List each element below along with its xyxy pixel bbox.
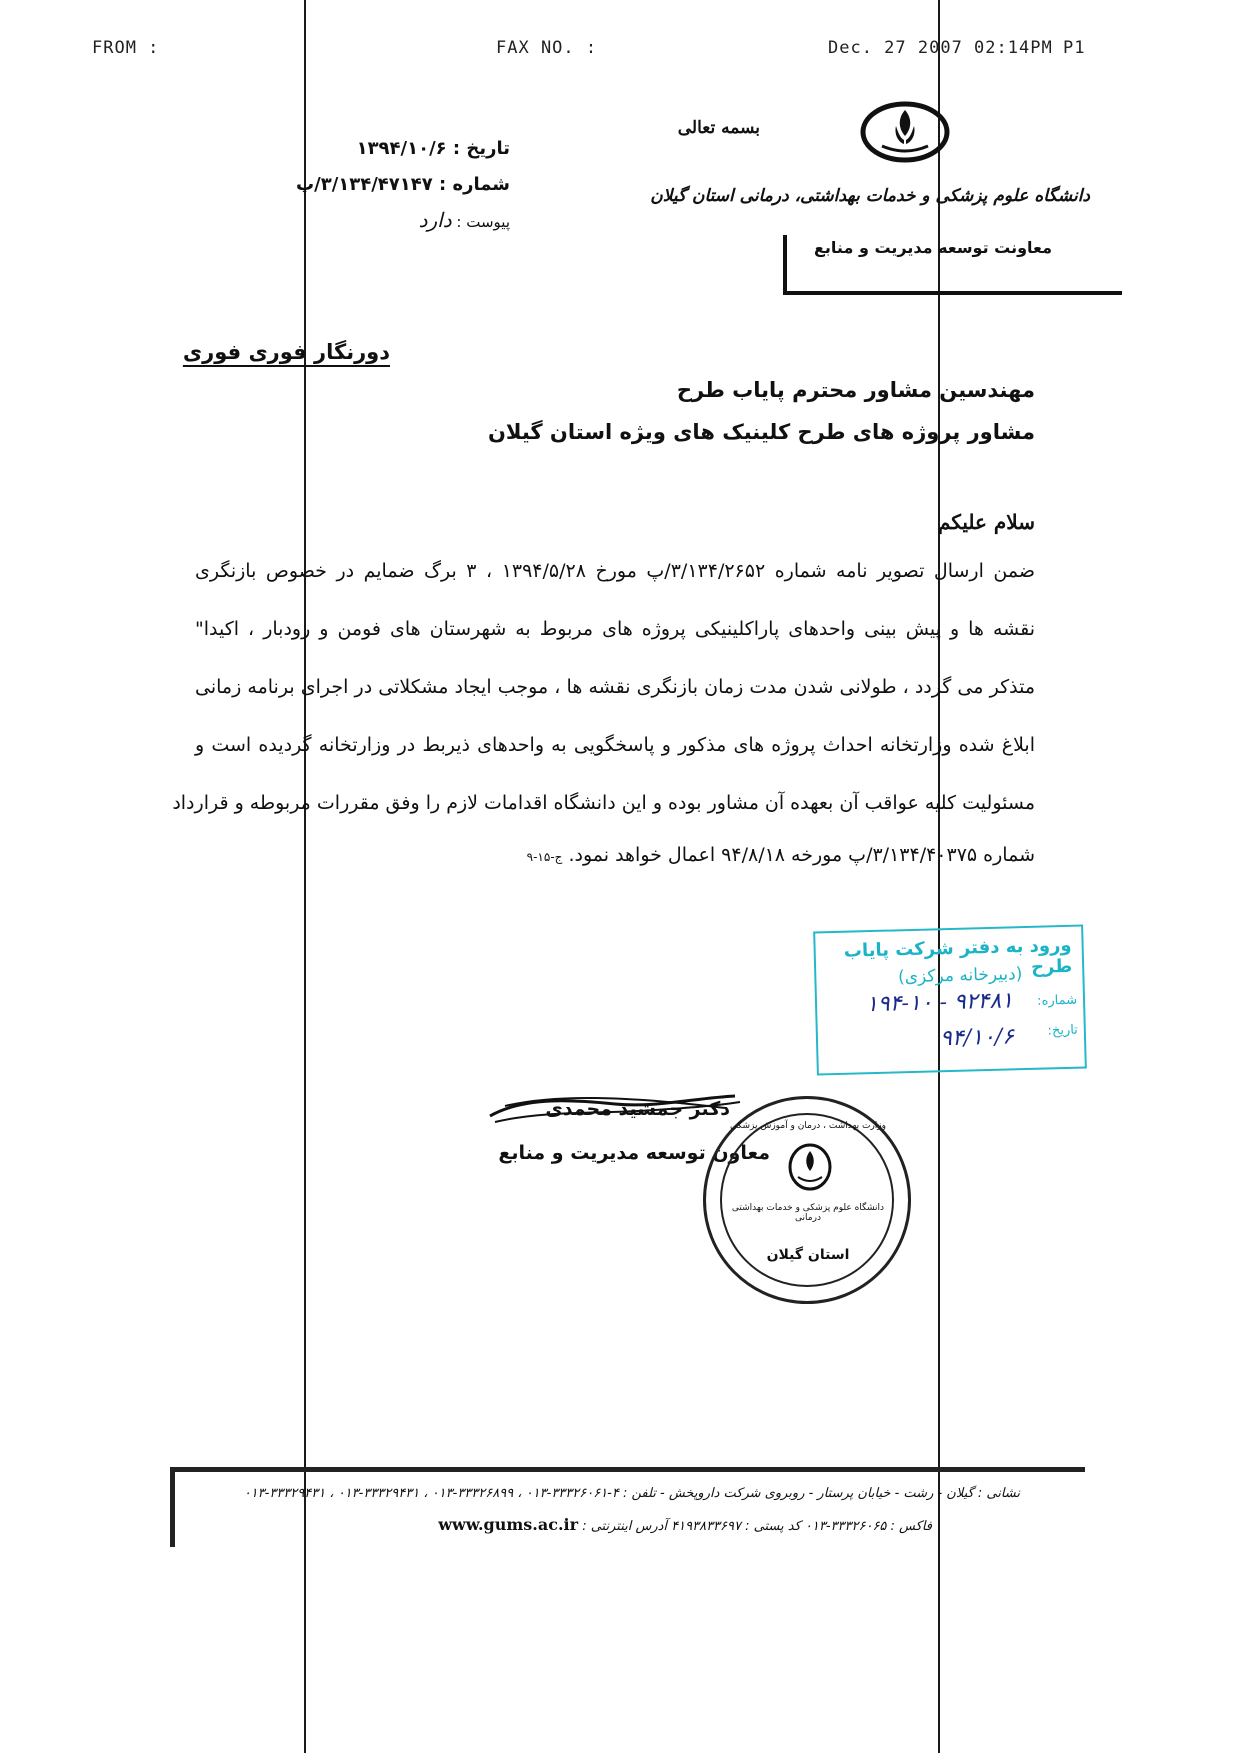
number-value: ۳/۱۳۴/۴۷۱۴۷/پ [296,174,433,195]
bismillah: بسمه تعالی [677,118,760,138]
department-name: معاونت توسعه مدیریت و منابع [813,238,1052,257]
body-line-6 [527,844,1035,866]
university-logo-icon [858,100,952,164]
entry-stamp-number-value: ۹۲۴۸۱ - ۱۹۴-۱۰ [865,988,1014,1018]
entry-stamp [813,924,1087,1075]
entry-stamp-title: ورود به دفتر شرکت پایاب طرح [843,934,1073,978]
date-label: تاریخ : [452,138,510,159]
seal-bottom-text: استان گیلان [766,1247,850,1263]
date-line [357,138,510,159]
body-line-2: نقشه ها و پیش بینی واحدهای پاراکلینیکی پروژه های مربوط به شهرستان های فومن و رودبار ، اکیدا" [195,618,1035,640]
footer-address: نشانی : گیلان - رشت - خیابان پرستار - روبروی شرکت داروپخش - تلفن : ۴-۳۳۳۲۶۰۶۱-۰۱۳ ، ۳۳۳۲۶۸۹۹-۰۱۳ ، ۳۳۳۲۹۴۳۱-۰۱۳ ، ۳۳۳۲۹۴۳۱-۰۱۳ [243,1486,1020,1501]
fax-page-number: P1 [1063,38,1086,58]
official-seal [703,1096,911,1304]
entry-stamp-date-value: ۹۴/۱۰/۶ [939,1024,1015,1052]
signatory-title: معاون توسعه مدیریت و منابع [498,1142,770,1164]
seal-top-text: وزارت بهداشت ، درمان و آموزش پزشکی [730,1121,886,1131]
footer-left-bar [170,1467,175,1547]
body-line-4: ابلاغ شده وزارتخانه احداث پروژه های مذکور و پاسخگویی به واحدهای ذیربط در وزارتخانه گردیده است و [195,734,1035,756]
body-line-3: متذکر می گردد ، طولانی شدن مدت زمان بازنگری نقشه ها ، موجب ایجاد مشکلاتی در اجرای برنامه زمانی [195,676,1035,698]
university-name: دانشگاه علوم پزشکی و خدمات بهداشتی، درمانی استان گیلان [650,186,1090,206]
recipient-line-2: مشاور پروژه های طرح کلینیک های ویژه استان گیلان [487,420,1035,444]
signatory-name: دکتر جمشید محمدی [545,1098,730,1120]
attachment-line [419,208,510,232]
entry-stamp-number-label: شماره: [1037,992,1078,1009]
entry-stamp-subtitle: (دبیرخانه مرکزی) [897,964,1023,988]
footer-fax-postal: فاکس : ۳۳۳۲۶۰۶۵-۰۱۳ کد پستی : ۴۱۹۳۸۳۳۶۹۷ آدرس اینترنتی : [582,1519,932,1534]
seal-emblem-icon [786,1143,834,1195]
letterhead-bracket [783,235,1122,295]
recipient-line-1: مهندسین مشاور محترم پایاب طرح [676,378,1035,402]
footer-website-link[interactable]: www.gums.ac.ir [438,1515,579,1534]
footer-rule [170,1467,1085,1472]
footer-contact-line [438,1515,932,1534]
entry-stamp-date-label: تاریخ: [1047,1022,1079,1039]
body-last-line: شماره ۳/۱۳۴/۴۰۳۷۵/پ مورخه ۹۴/۸/۱۸ اعمال خواهد نمود. [568,844,1035,866]
fax-number-label: FAX NO. : [496,38,598,58]
greeting: سلام علیکم [938,510,1035,534]
fax-from-label: FROM : [92,38,160,58]
body-line-5: مسئولیت کلیه عواقب آن بعهده آن مشاور بوده و این دانشگاه اقدامات لازم را وفق مقررات مربوطه و قرارداد [172,792,1035,814]
date-value: ۱۳۹۴/۱۰/۶ [356,138,447,159]
number-line [296,174,510,195]
body-line-1: ضمن ارسال تصویر نامه شماره ۳/۱۳۴/۲۶۵۲/پ مورخ ۱۳۹۴/۵/۲۸ ، ۳ برگ ضمایم در خصوص بازنگری [195,560,1035,582]
seal-middle-text: دانشگاه علوم پزشکی و خدمات بهداشتی درمانی [731,1203,885,1223]
fax-datetime: Dec. 27 2007 02:14PM [828,38,1053,58]
attachment-label: پیوست : [456,213,510,231]
number-label: شماره : [439,174,510,195]
body-reference-code: ج-۱۵-۹ [526,850,563,864]
attachment-value: دارد [418,208,452,232]
urgent-fax-label: دورنگار فوری فوری [182,340,390,364]
